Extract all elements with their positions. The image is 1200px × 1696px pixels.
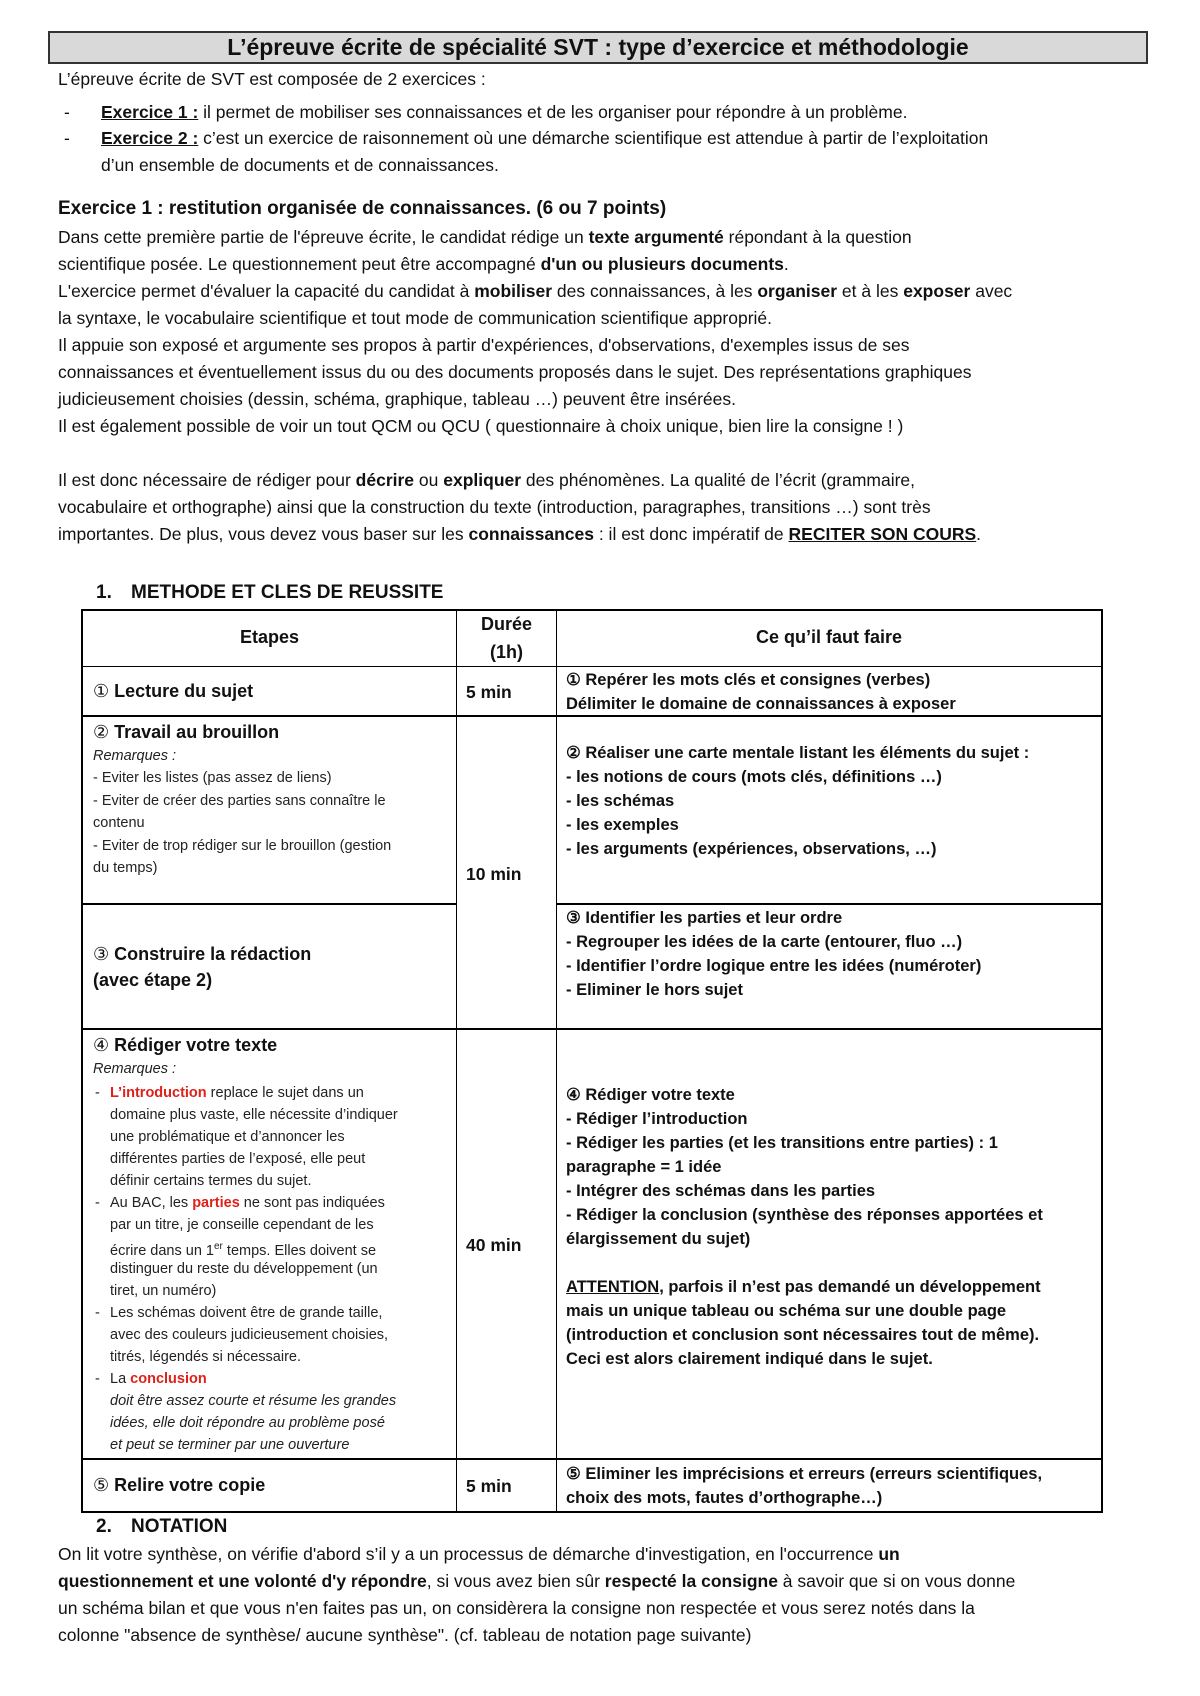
table-border <box>81 903 457 905</box>
table-border <box>81 609 83 1513</box>
remark-line: différentes parties de l’exposé, elle peut <box>110 1151 366 1167</box>
todo-3-line: - Identifier l’ordre logique entre les idées (numéroter) <box>566 957 982 975</box>
remark-line: et peut se terminer par une ouverture <box>110 1437 350 1453</box>
todo-5-line: choix des mots, fautes d’orthographe…) <box>566 1489 883 1507</box>
para1-line <box>58 251 789 278</box>
todo-1-line: ① Repérer les mots clés et consignes (verbes) <box>566 671 931 689</box>
text: des phénomènes. La qualité de l’écrit (grammaire, <box>521 470 916 490</box>
text: écrire dans un 1 <box>110 1242 214 1259</box>
remark-line: distinguer du reste du développement (un <box>110 1261 378 1277</box>
bold-text: questionnement et une volonté d'y répondre <box>58 1571 427 1591</box>
notation-line <box>58 1568 1015 1595</box>
exercise-1-label: Exercice 1 : <box>101 102 199 122</box>
todo-4-line: - Rédiger l’introduction <box>566 1110 748 1128</box>
text: ne sont pas indiquées <box>239 1195 385 1211</box>
todo-2-line: - les exemples <box>566 816 679 834</box>
duration-2-3: 10 min <box>466 864 522 884</box>
text: à savoir que si on vous donne <box>777 1571 1016 1591</box>
table-border <box>81 1028 1103 1030</box>
list-dash: - <box>95 1085 100 1101</box>
para1-line: Il appuie son exposé et argumente ses propos à partir d'expériences, d'observations, d'exemples issus de ses <box>58 335 910 355</box>
bold-text: décrire <box>355 470 415 490</box>
remark-line: une problématique et d’annoncer les <box>110 1129 345 1145</box>
step-label: Rédiger votre texte <box>109 1035 278 1055</box>
bold-text: expliquer <box>443 470 522 490</box>
text: . <box>976 524 982 544</box>
para2-line <box>58 521 981 548</box>
number-3-icon: ③ <box>93 944 110 964</box>
todo-2-line: - les arguments (expériences, observations, …) <box>566 840 937 858</box>
text: temps. Elles doivent se <box>222 1242 377 1259</box>
bold-text: mobiliser <box>474 281 553 301</box>
highlight-text: conclusion <box>130 1371 207 1387</box>
table-border <box>81 609 1103 611</box>
attention-label: ATTENTION <box>566 1278 660 1296</box>
step-1 <box>93 679 253 703</box>
para2-line <box>58 467 915 494</box>
section-1-number: 1. <box>96 582 112 603</box>
column-header-etapes: Etapes <box>239 627 300 647</box>
para1-line: Il est également possible de voir un tout QCM ou QCU ( questionnaire à choix unique, bien lire la consigne ! ) <box>58 416 904 436</box>
bold-text: d'un ou plusieurs documents <box>540 254 784 274</box>
table-border <box>81 666 1103 667</box>
step-label: Lecture du sujet <box>109 681 254 701</box>
remark-line: avec des couleurs judicieusement choisies, <box>110 1327 389 1343</box>
text: , si vous avez bien sûr <box>426 1571 605 1591</box>
text: répondant à la question <box>723 227 912 247</box>
todo-2-line: ② Réaliser une carte mentale listant les éléments du sujet : <box>566 744 1030 762</box>
number-2-icon: ② <box>93 722 110 742</box>
table-border <box>556 903 1103 905</box>
todo-4-line: élargissement du sujet) <box>566 1230 751 1248</box>
list-dash: - <box>64 128 70 148</box>
superscript: er <box>213 1241 223 1252</box>
bold-text: un <box>878 1544 900 1564</box>
underlined-text: RECITER SON COURS <box>788 524 977 544</box>
list-dash: - <box>95 1371 100 1387</box>
step-label: Travail au brouillon <box>109 722 280 742</box>
table-border <box>81 1511 1103 1513</box>
bold-text: organiser <box>757 281 838 301</box>
para1-line: connaissances et éventuellement issus du ou des documents proposés dans le sujet. Des représentations graphiques <box>58 362 972 382</box>
step-4 <box>93 1033 277 1057</box>
table-border <box>556 609 557 1513</box>
exercise-1-heading: Exercice 1 : restitution organisée de connaissances. (6 ou 7 points) <box>58 198 667 219</box>
para1-line: judicieusement choisies (dessin, schéma, graphique, tableau …) peuvent être insérées. <box>58 389 737 409</box>
exercise-2-label: Exercice 2 : <box>101 128 199 148</box>
bold-text: respecté la consigne <box>604 1571 778 1591</box>
text: Dans cette première partie de l'épreuve écrite, le candidat rédige un <box>58 227 589 247</box>
text: La <box>110 1371 131 1387</box>
remark-line: doit être assez courte et résume les grandes <box>110 1393 397 1409</box>
remarks-title: Remarques : <box>93 748 177 764</box>
step-3 <box>93 942 311 966</box>
bold-text: connaissances <box>468 524 594 544</box>
duration-5: 5 min <box>466 1476 512 1496</box>
exercise-1-text: il permet de mobiliser ses connaissances et de les organiser pour répondre à un problème. <box>198 102 908 122</box>
todo-1-line: Délimiter le domaine de connaissances à exposer <box>566 695 956 713</box>
text: L'exercice permet d'évaluer la capacité du candidat à <box>58 281 475 301</box>
list-dash: - <box>95 1305 100 1321</box>
step-label: Relire votre copie <box>109 1475 266 1495</box>
duration-4: 40 min <box>466 1235 522 1255</box>
text: : il est donc impératif de <box>593 524 789 544</box>
bold-text: texte argumenté <box>588 227 724 247</box>
section-1-title: METHODE ET CLES DE REUSSITE <box>131 582 444 603</box>
number-5-icon: ⑤ <box>93 1475 110 1495</box>
para1-line: la syntaxe, le vocabulaire scientifique et tout mode de communication scientifique approprié. <box>58 308 773 328</box>
remark-line: définir certains termes du sujet. <box>110 1173 312 1189</box>
todo-3-line: - Regrouper les idées de la carte (entourer, fluo …) <box>566 933 963 951</box>
todo-4-line: - Rédiger les parties (et les transitions entre parties) : 1 <box>566 1134 998 1152</box>
text: avec <box>970 281 1013 301</box>
text: ou <box>414 470 444 490</box>
duration-1: 5 min <box>466 682 512 702</box>
todo-5-line: ⑤ Eliminer les imprécisions et erreurs (erreurs scientifiques, <box>566 1465 1043 1483</box>
exercise-2-text: c’est un exercice de raisonnement où une démarche scientifique est attendue à partir de l’exploitation <box>198 128 989 148</box>
text: replace le sujet dans un <box>206 1085 364 1101</box>
remark-line: - Eviter les listes (pas assez de liens) <box>93 770 332 786</box>
section-2-number: 2. <box>96 1516 112 1537</box>
text: et à les <box>837 281 904 301</box>
intro-text: L’épreuve écrite de SVT est composée de 2 exercices : <box>58 69 486 89</box>
remark-line <box>110 1082 364 1104</box>
remark-line <box>110 1192 385 1214</box>
table-border <box>456 609 457 1513</box>
todo-2-line: - les notions de cours (mots clés, définitions …) <box>566 768 942 786</box>
para2-line: vocabulaire et orthographe) ainsi que la construction du texte (introduction, paragraphes, transitions …) sont très <box>58 497 931 517</box>
para1-line <box>58 224 912 251</box>
text: On lit votre synthèse, on vérifie d'abord s’il y a un processus de démarche d'investigation, en l'occurrence <box>58 1544 879 1564</box>
attention-line: Ceci est alors clairement indiqué dans le sujet. <box>566 1350 933 1368</box>
text: , parfois il n’est pas demandé un développement <box>659 1278 1041 1296</box>
remark-line: du temps) <box>93 860 158 876</box>
todo-3-line: ③ Identifier les parties et leur ordre <box>566 909 843 927</box>
step-2 <box>93 720 279 744</box>
highlight-text: parties <box>192 1195 240 1211</box>
text: importantes. De plus, vous devez vous baser sur les <box>58 524 469 544</box>
remark-line: par un titre, je conseille cependant de les <box>110 1217 374 1233</box>
column-header-duree: Durée <box>480 614 533 634</box>
exercise-1-item <box>101 99 907 126</box>
bold-text: exposer <box>903 281 971 301</box>
remark-line: contenu <box>93 815 145 831</box>
step-3-note: (avec étape 2) <box>93 970 213 990</box>
remark-line: Les schémas doivent être de grande taille, <box>110 1305 383 1321</box>
todo-3-line: - Eliminer le hors sujet <box>566 981 743 999</box>
exercise-2-text-cont: d’un ensemble de documents et de connaissances. <box>101 155 499 175</box>
remark-line: titrés, légendés si nécessaire. <box>110 1349 302 1365</box>
list-dash: - <box>64 102 70 122</box>
remark-line: idées, elle doit répondre au problème posé <box>110 1415 385 1431</box>
page-title: L’épreuve écrite de spécialité SVT : type d’exercice et méthodologie <box>48 31 1148 64</box>
remark-line: tiret, un numéro) <box>110 1283 217 1299</box>
text: Il est donc nécessaire de rédiger pour <box>58 470 356 490</box>
attention-line: mais un unique tableau ou schéma sur une double page <box>566 1302 1007 1320</box>
notation-line: colonne "absence de synthèse/ aucune synthèse". (cf. tableau de notation page suivante) <box>58 1625 752 1645</box>
attention-line: (introduction et conclusion sont nécessaires tout de même). <box>566 1326 1040 1344</box>
text: . <box>783 254 789 274</box>
remarks-title: Remarques : <box>93 1061 177 1077</box>
table-border <box>81 1458 1103 1460</box>
remark-line: - Eviter de créer des parties sans connaître le <box>93 793 386 809</box>
para1-line <box>58 278 1012 305</box>
exercise-2-item <box>101 125 988 152</box>
remark-line: - Eviter de trop rédiger sur le brouillon (gestion <box>93 838 392 854</box>
list-dash: - <box>95 1195 100 1211</box>
number-1-icon: ① <box>93 681 110 701</box>
attention-line <box>566 1275 1041 1299</box>
notation-line <box>58 1541 900 1568</box>
number-4-icon: ④ <box>93 1035 110 1055</box>
todo-4-line: ④ Rédiger votre texte <box>566 1086 735 1104</box>
section-2-title: NOTATION <box>131 1516 228 1537</box>
text: des connaissances, à les <box>552 281 758 301</box>
todo-2-line: - les schémas <box>566 792 675 810</box>
table-border <box>1101 609 1103 1513</box>
text: scientifique posée. Le questionnement peut être accompagné <box>58 254 541 274</box>
remark-line: domaine plus vaste, elle nécessite d’indiquer <box>110 1107 398 1123</box>
text: Au BAC, les <box>110 1195 193 1211</box>
notation-line: un schéma bilan et que vous n'en faites pas un, on considèrera la consigne non respectée et vous serez notés dans la <box>58 1598 975 1618</box>
todo-4-line: paragraphe = 1 idée <box>566 1158 722 1176</box>
todo-4-line: - Rédiger la conclusion (synthèse des réponses apportées et <box>566 1206 1043 1224</box>
todo-4-line: - Intégrer des schémas dans les parties <box>566 1182 876 1200</box>
column-header-todo: Ce qu’il faut faire <box>755 627 903 647</box>
remark-line <box>110 1368 207 1390</box>
step-label: Construire la rédaction <box>109 944 312 964</box>
highlight-text: L’introduction <box>110 1085 207 1101</box>
column-header-duree-unit: (1h) <box>490 642 523 662</box>
step-5 <box>93 1473 265 1497</box>
